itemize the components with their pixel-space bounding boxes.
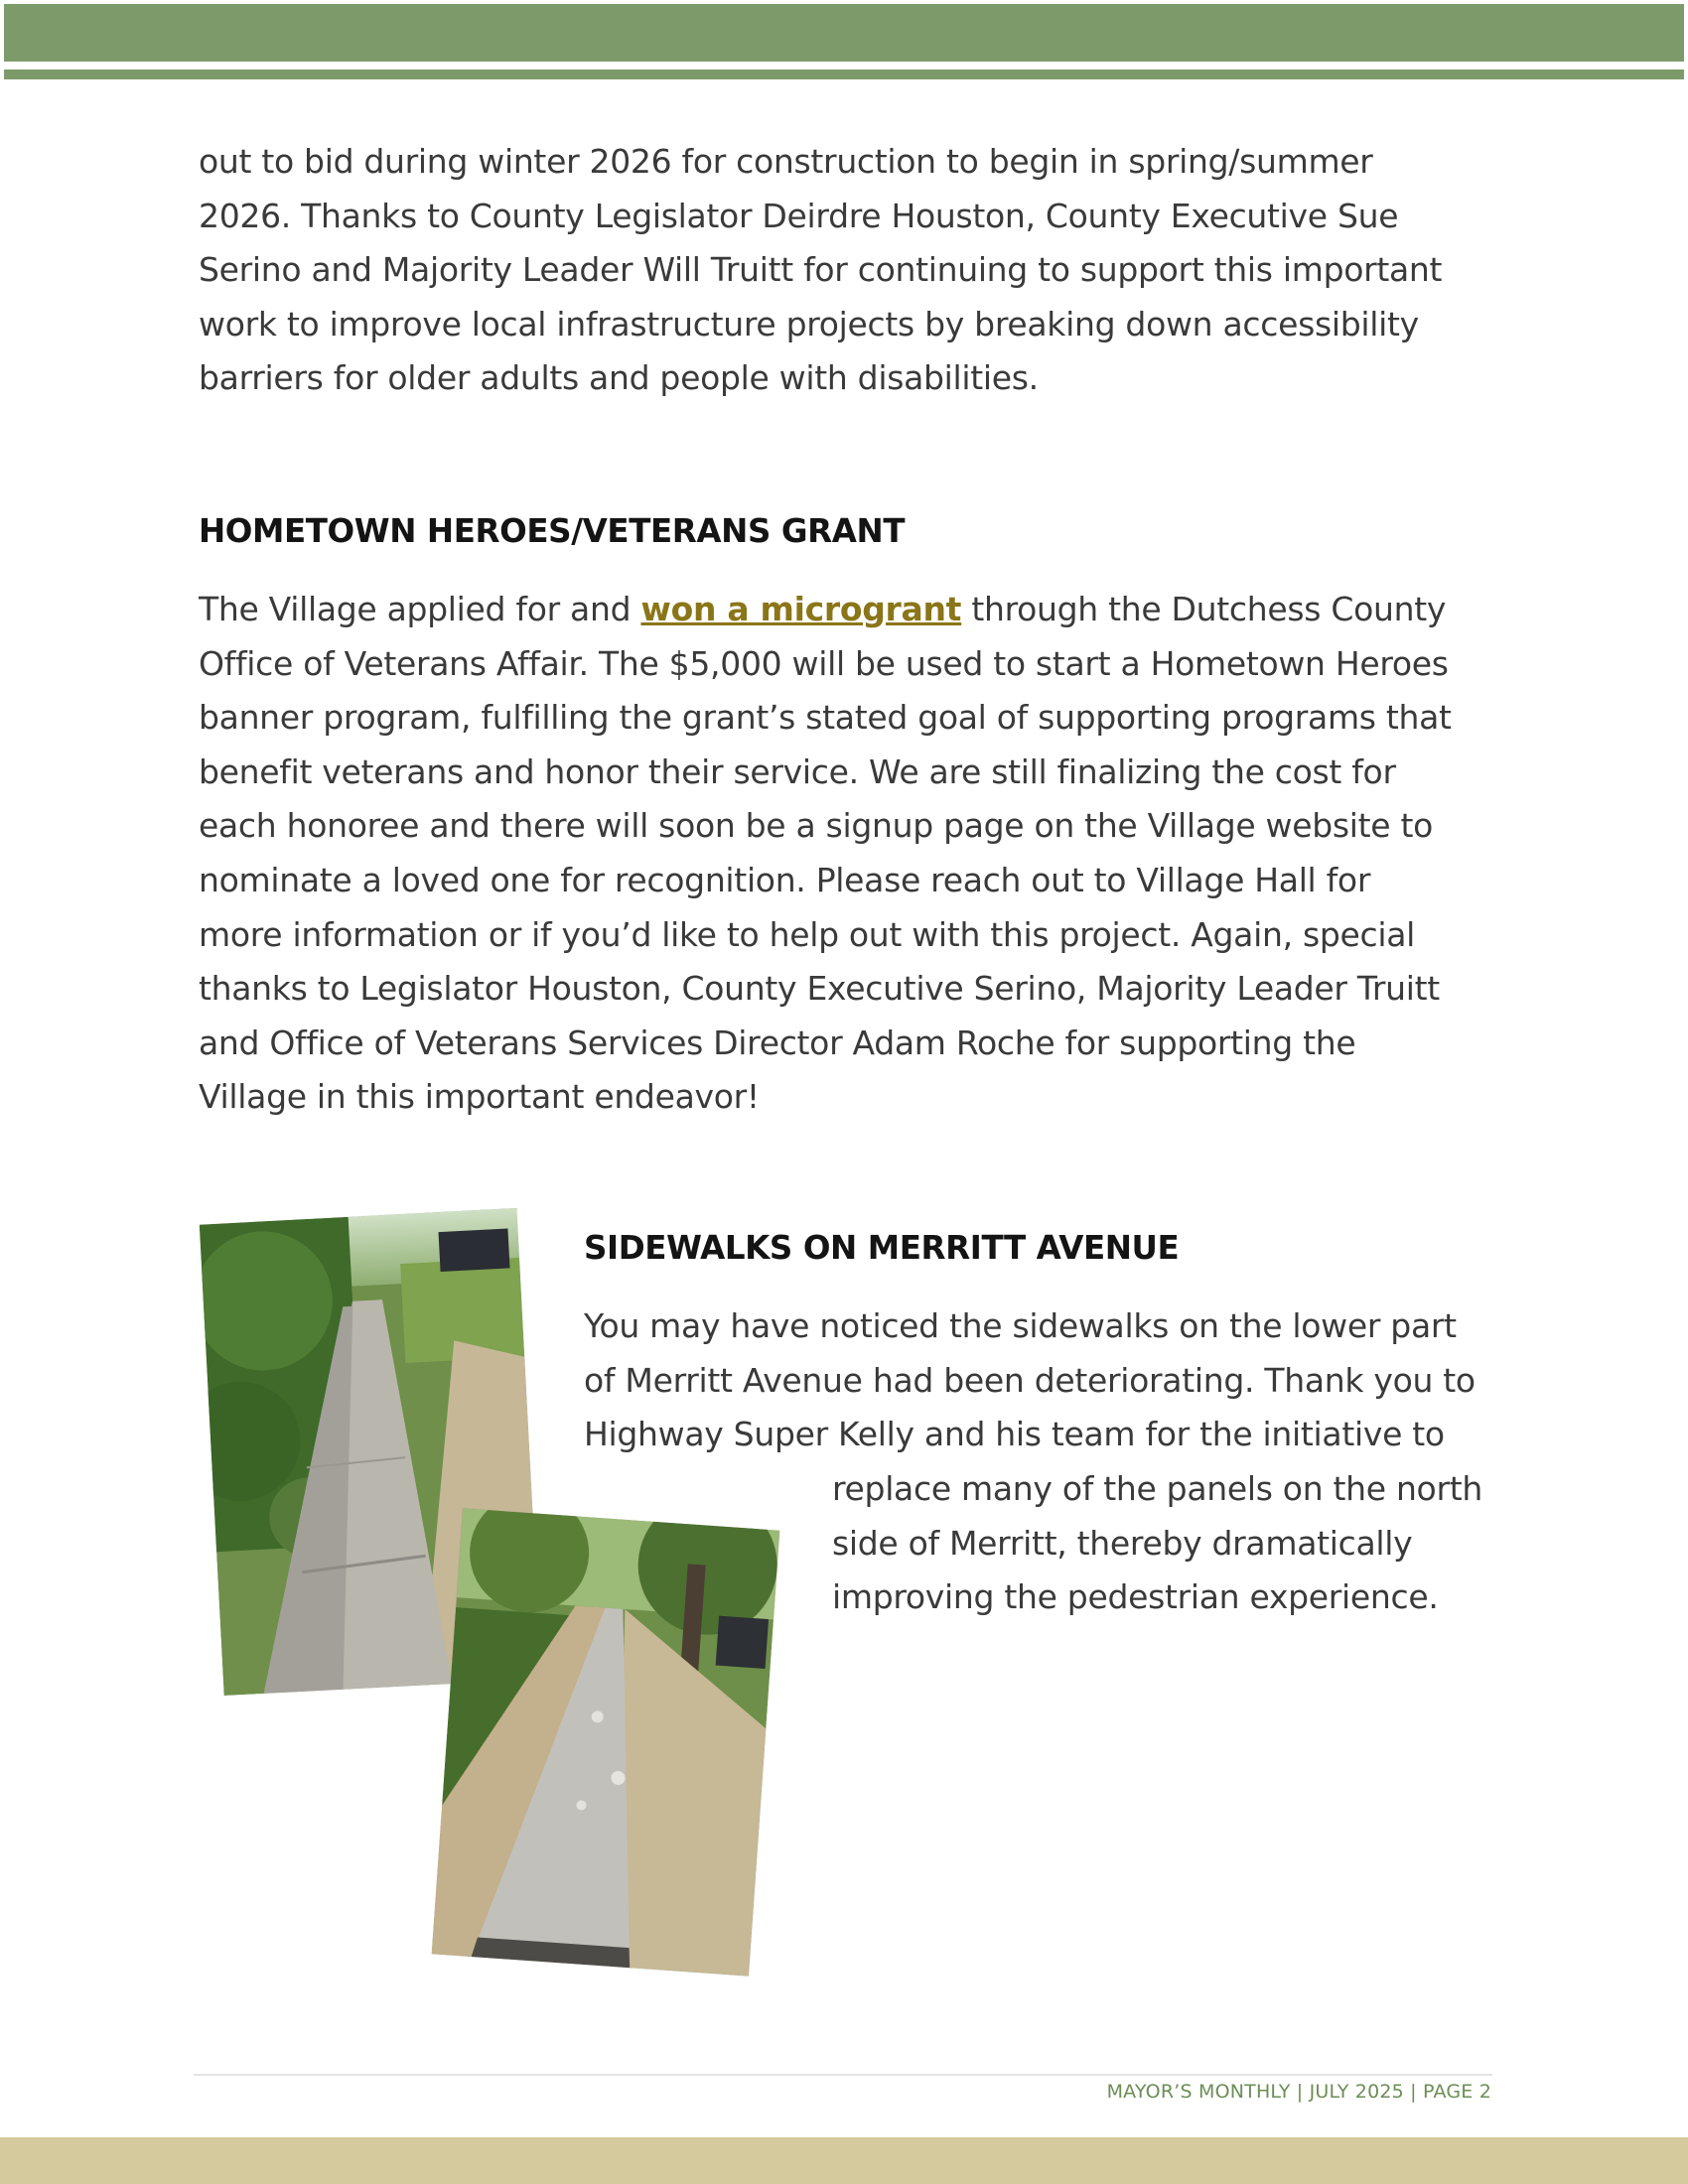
sidewalks-line: side of Merritt, thereby dramatically: [832, 1523, 1413, 1563]
veterans-line: benefit veterans and honor their service. We are still finalizing the cost for: [199, 751, 1396, 791]
header-band: [4, 4, 1684, 62]
sidewalk-after-photo: [432, 1508, 780, 1976]
veterans-text-after-link: through the Dutchess County: [961, 590, 1447, 628]
microgrant-link[interactable]: won a microgrant: [640, 590, 962, 628]
intro-line: work to improve local infrastructure projects by breaking down accessibility: [199, 304, 1419, 343]
sidewalks-line: Highway Super Kelly and his team for the initiative to: [584, 1415, 1445, 1454]
veterans-line: [199, 583, 1489, 637]
veterans-line: each honoree and there will soon be a signup page on the Village website to: [199, 806, 1434, 846]
veterans-text-before-link: The Village applied for and: [199, 590, 641, 628]
veterans-paragraph: [199, 583, 1489, 1125]
veterans-heading: HOMETOWN HEROES/VETERANS GRANT: [199, 512, 906, 550]
veterans-line: thanks to Legislator Houston, County Executive Serino, Majority Leader Truitt: [199, 969, 1440, 1009]
sidewalks-line: replace many of the panels on the north: [832, 1469, 1482, 1508]
footer-band: [0, 2137, 1688, 2184]
intro-line: barriers for older adults and people with disabilities.: [199, 358, 1039, 398]
sidewalks-line: of Merritt Avenue had been deteriorating. Thank you to: [584, 1360, 1476, 1400]
sidewalk-after-image: [432, 1508, 780, 1976]
footer-rule: [194, 2074, 1492, 2076]
veterans-line: nominate a loved one for recognition. Please reach out to Village Hall for: [199, 860, 1371, 899]
sidewalks-paragraph-bottom: [832, 1462, 1688, 1625]
sidewalks-paragraph-top: [584, 1299, 1688, 1462]
veterans-line: Office of Veterans Affair. The $5,000 will be used to start a Hometown Heroes: [199, 643, 1449, 683]
header-rule: [4, 69, 1684, 79]
intro-line: Serino and Majority Leader Will Truitt for continuing to support this important: [199, 250, 1443, 290]
intro-paragraph: [199, 135, 1489, 406]
veterans-line: banner program, fulfilling the grant’s stated goal of supporting programs that: [199, 698, 1452, 738]
veterans-line: Village in this important endeavor!: [199, 1077, 760, 1117]
sidewalks-line: You may have noticed the sidewalks on the lower part: [584, 1306, 1457, 1345]
sidewalks-line: improving the pedestrian experience.: [832, 1577, 1439, 1617]
veterans-line: and Office of Veterans Services Director Adam Roche for supporting the: [199, 1023, 1356, 1062]
intro-line: out to bid during winter 2026 for construction to begin in spring/summer: [199, 142, 1373, 181]
sidewalks-heading: SIDEWALKS ON MERRITT AVENUE: [584, 1229, 1180, 1267]
intro-line: 2026. Thanks to County Legislator Deirdre Houston, County Executive Sue: [199, 196, 1399, 235]
page-footer: MAYOR’S MONTHLY | JULY 2025 | PAGE 2: [1106, 2081, 1491, 2103]
veterans-line: more information or if you’d like to help out with this project. Again, special: [199, 914, 1416, 954]
